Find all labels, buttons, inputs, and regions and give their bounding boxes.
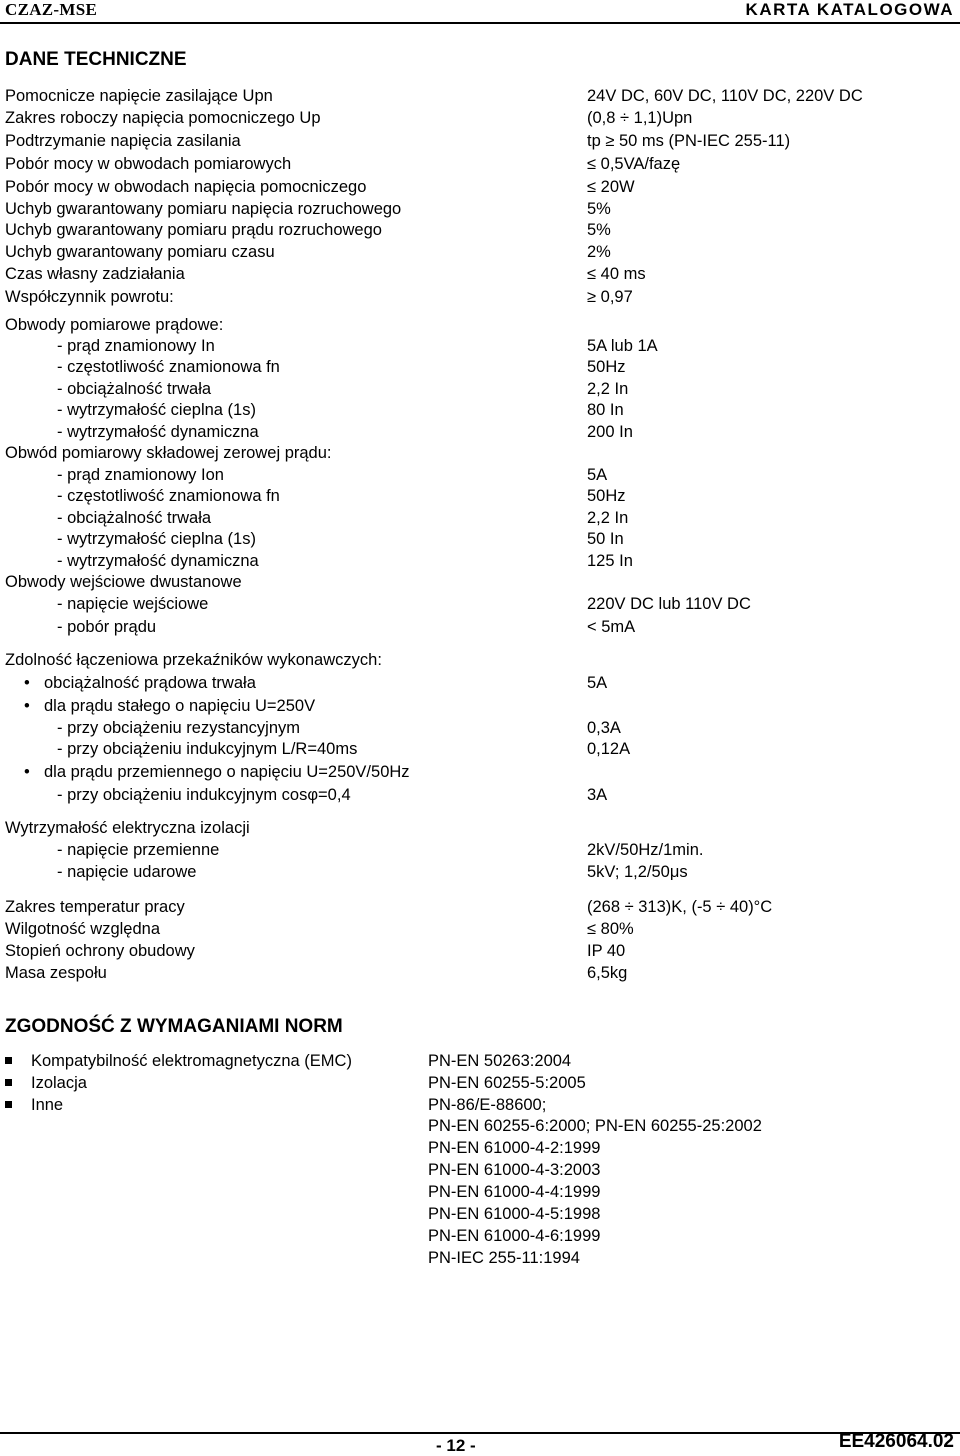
spec-value: 200 In	[587, 423, 633, 441]
spec-label: Podtrzymanie napięcia zasilania	[5, 132, 241, 150]
standard-value: PN-EN 61000-4-4:1999	[428, 1183, 601, 1201]
spec-row	[0, 696, 960, 718]
section-title-standards: ZGODNOŚĆ Z WYMAGANIAMI NORM	[5, 1016, 343, 1037]
spec-value: 5A	[587, 466, 608, 484]
brand-name: CZAZ-MSE	[5, 0, 98, 19]
spec-row	[0, 594, 960, 616]
spec-value: ≤ 80%	[587, 920, 634, 938]
spec-label: - wytrzymałość cieplna (1s)	[57, 401, 256, 419]
spec-label: dla prądu stałego o napięciu U=250V	[44, 697, 316, 715]
square-bullet-icon	[5, 1079, 12, 1086]
spec-label: - pobór prądu	[57, 618, 157, 636]
spec-value: < 5mA	[587, 618, 636, 636]
spec-value: 125 In	[587, 552, 633, 570]
spec-label: - przy obciążeniu indukcyjnym cosφ=0,4	[57, 786, 351, 804]
spec-value: 2%	[587, 243, 611, 261]
spec-value: 5%	[587, 200, 611, 218]
spec-group-heading	[0, 315, 960, 337]
spec-row	[0, 220, 960, 242]
spec-label: - napięcie wejściowe	[57, 595, 209, 613]
spec-label: Zakres roboczy napięcia pomocniczego Up	[5, 109, 321, 127]
square-bullet-icon	[5, 1101, 12, 1108]
standard-row	[0, 1051, 960, 1073]
document-code: EE426064.02	[838, 1431, 954, 1452]
spec-label: - wytrzymałość dynamiczna	[57, 423, 259, 441]
spec-row	[0, 840, 960, 862]
spec-group-heading	[0, 443, 960, 465]
spec-value: (268 ÷ 313)K, (-5 ÷ 40)°C	[587, 898, 773, 916]
spec-row	[0, 897, 960, 919]
spec-value: ≤ 40 ms	[587, 265, 646, 283]
spec-label: - wytrzymałość cieplna (1s)	[57, 530, 256, 548]
standard-label: Kompatybilność elektromagnetyczna (EMC)	[31, 1052, 352, 1070]
spec-label: - napięcie przemienne	[57, 841, 220, 859]
spec-row	[0, 379, 960, 401]
spec-label: Uchyb gwarantowany pomiaru napięcia rozruchowego	[5, 200, 402, 218]
spec-label: Obwód pomiarowy składowej zerowej prądu:	[5, 444, 332, 462]
spec-value: ≤ 0,5VA/fazę	[587, 155, 681, 173]
spec-value: 50Hz	[587, 358, 626, 376]
standard-value: PN-EN 61000-4-3:2003	[428, 1161, 601, 1179]
document-type: KARTA KATALOGOWA	[745, 0, 954, 19]
spec-row	[0, 508, 960, 530]
spec-label: Uchyb gwarantowany pomiaru prądu rozruchowego	[5, 221, 382, 239]
spec-group-heading	[0, 650, 960, 672]
footer-rule	[0, 1432, 960, 1434]
spec-label: Masa zespołu	[5, 964, 107, 982]
spec-value: 6,5kg	[587, 964, 628, 982]
spec-label: dla prądu przemiennego o napięciu U=250V/50Hz	[44, 763, 410, 781]
bullet-icon: •	[24, 697, 30, 715]
spec-label: Wilgotność względna	[5, 920, 160, 938]
spec-value: 5A	[587, 674, 608, 692]
standard-value: PN-EN 60255-6:2000; PN-EN 60255-25:2002	[428, 1117, 762, 1135]
spec-value: 2kV/50Hz/1min.	[587, 841, 704, 859]
spec-row	[0, 131, 960, 153]
spec-group-heading	[0, 572, 960, 594]
spec-label: - obciążalność trwała	[57, 380, 212, 398]
spec-label: - prąd znamionowy Ion	[57, 466, 224, 484]
spec-value: 50Hz	[587, 487, 626, 505]
standard-value: PN-EN 61000-4-6:1999	[428, 1227, 601, 1245]
standard-row	[0, 1095, 960, 1117]
spec-row	[0, 486, 960, 508]
spec-value: 50 In	[587, 530, 624, 548]
spec-value: 2,2 In	[587, 380, 629, 398]
spec-label: Obwody wejściowe dwustanowe	[5, 573, 242, 591]
spec-label: Uchyb gwarantowany pomiaru czasu	[5, 243, 275, 261]
spec-label: - częstotliwość znamionowa fn	[57, 358, 280, 376]
bullet-icon: •	[24, 674, 30, 692]
spec-label: - prąd znamionowy In	[57, 337, 215, 355]
standard-row	[0, 1226, 960, 1248]
spec-row	[0, 287, 960, 309]
standard-value: PN-EN 61000-4-2:1999	[428, 1139, 601, 1157]
spec-label: Czas własny zadziałania	[5, 265, 185, 283]
page-header	[0, 0, 960, 24]
spec-value: ≤ 20W	[587, 178, 635, 196]
spec-row	[0, 862, 960, 884]
spec-value: 220V DC lub 110V DC	[587, 595, 751, 613]
spec-label: - przy obciążeniu rezystancyjnym	[57, 719, 301, 737]
standard-value: PN-IEC 255-11:1994	[428, 1249, 580, 1267]
spec-row	[0, 739, 960, 761]
standard-row	[0, 1138, 960, 1160]
spec-row	[0, 617, 960, 639]
spec-value: tp ≥ 50 ms (PN-IEC 255-11)	[587, 132, 791, 150]
spec-row	[0, 86, 960, 108]
standard-row	[0, 1160, 960, 1182]
spec-row	[0, 673, 960, 695]
standard-value: PN-EN 61000-4-5:1998	[428, 1205, 601, 1223]
spec-row	[0, 551, 960, 573]
standard-label: Izolacja	[31, 1074, 87, 1092]
spec-value: 24V DC, 60V DC, 110V DC, 220V DC	[587, 87, 863, 105]
standard-row	[0, 1204, 960, 1226]
standard-label: Inne	[31, 1096, 64, 1114]
spec-row	[0, 529, 960, 551]
spec-row	[0, 919, 960, 941]
bullet-icon: •	[24, 763, 30, 781]
spec-row	[0, 941, 960, 963]
spec-label: Wytrzymałość elektryczna izolacji	[5, 819, 250, 837]
spec-label: - częstotliwość znamionowa fn	[57, 487, 280, 505]
spec-value: 2,2 In	[587, 509, 629, 527]
spec-label: Zdolność łączeniowa przekaźników wykonawczych:	[5, 651, 382, 669]
spec-value: 5kV; 1,2/50μs	[587, 863, 688, 881]
spec-label: - obciążalność trwała	[57, 509, 212, 527]
spec-value: 80 In	[587, 401, 624, 419]
standard-value: PN-EN 60255-5:2005	[428, 1074, 586, 1092]
spec-value: (0,8 ÷ 1,1)Upn	[587, 109, 693, 127]
spec-value: 0,3A	[587, 719, 621, 737]
spec-value: 5%	[587, 221, 611, 239]
spec-row	[0, 108, 960, 130]
spec-value: 0,12A	[587, 740, 631, 758]
standard-row	[0, 1182, 960, 1204]
spec-row	[0, 400, 960, 422]
spec-label: Pomocnicze napięcie zasilające Upn	[5, 87, 273, 105]
spec-label: - przy obciążeniu indukcyjnym L/R=40ms	[57, 740, 358, 758]
spec-value: ≥ 0,97	[587, 288, 633, 306]
spec-row	[0, 357, 960, 379]
standard-row	[0, 1248, 960, 1270]
spec-row	[0, 199, 960, 221]
spec-row	[0, 718, 960, 740]
spec-label: Stopień ochrony obudowy	[5, 942, 195, 960]
standard-value: PN-EN 50263:2004	[428, 1052, 572, 1070]
spec-value: IP 40	[587, 942, 626, 960]
spec-label: Obwody pomiarowe prądowe:	[5, 316, 224, 334]
spec-row	[0, 336, 960, 358]
square-bullet-icon	[5, 1057, 12, 1064]
spec-row	[0, 963, 960, 985]
spec-label: Zakres temperatur pracy	[5, 898, 185, 916]
spec-row	[0, 422, 960, 444]
spec-row	[0, 785, 960, 807]
spec-row	[0, 762, 960, 784]
spec-row	[0, 154, 960, 176]
spec-group-heading	[0, 818, 960, 840]
spec-value: 3A	[587, 786, 608, 804]
spec-row	[0, 264, 960, 286]
standard-value: PN-86/E-88600;	[428, 1096, 547, 1114]
page-number: - 12 -	[436, 1436, 476, 1455]
spec-label: obciążalność prądowa trwała	[44, 674, 256, 692]
spec-row	[0, 465, 960, 487]
spec-label: - napięcie udarowe	[57, 863, 197, 881]
spec-label: Pobór mocy w obwodach pomiarowych	[5, 155, 292, 173]
section-title-technical: DANE TECHNICZNE	[5, 49, 187, 70]
spec-row	[0, 177, 960, 199]
standard-row	[0, 1116, 960, 1138]
spec-label: - wytrzymałość dynamiczna	[57, 552, 259, 570]
spec-row	[0, 242, 960, 264]
spec-label: Współczynnik powrotu:	[5, 288, 174, 306]
spec-label: Pobór mocy w obwodach napięcia pomocniczego	[5, 178, 367, 196]
standard-row	[0, 1073, 960, 1095]
spec-value: 5A lub 1A	[587, 337, 658, 355]
